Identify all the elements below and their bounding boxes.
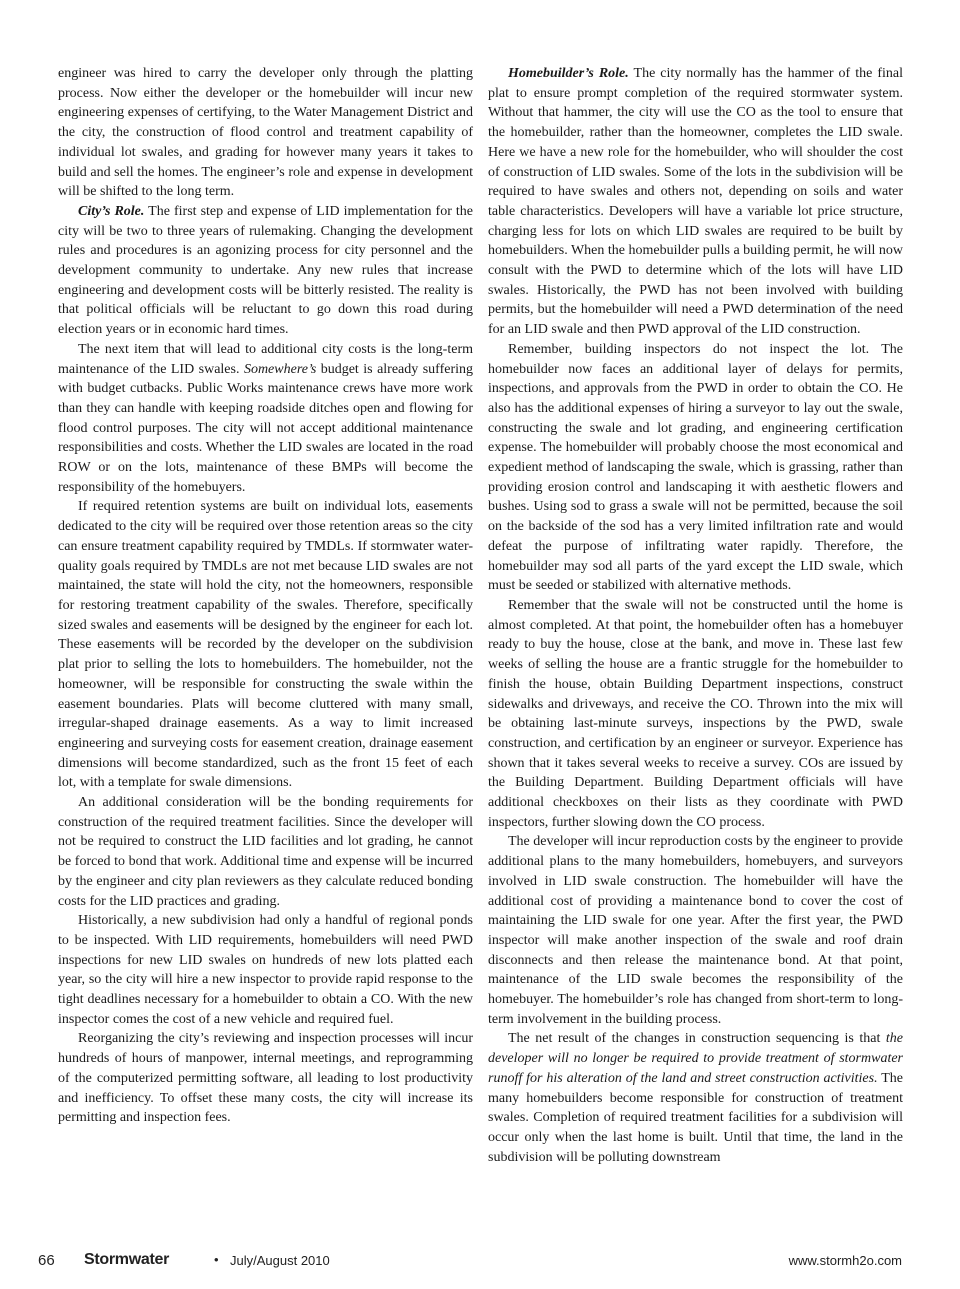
paragraph-text: The net result of the changes in construction sequencing is that: [508, 1031, 886, 1047]
paragraph: [488, 64, 903, 340]
paragraph-text: The first step and expense of LID implementation for the city will be two to three years of rulemaking. Changing the development rules and procedures is an agonizing process for city personnel and the development community to undertake. Any new rules that increase engineering and development costs will be bitterly resisted. The reality is that political officials will be reluctant to go down this road during election years or in economic hard times.: [58, 203, 474, 338]
paragraph: Remember, building inspectors do not inspect the lot. The homebuilder now faces an additional layer of delays for permits, inspections, and approvals from the PWD in order to obtain the CO. He also has the additional expenses of hiring a surveyor to lay out the swale, constructing the swale and lot grading, and engineering certification expense. The homebuilder will probably choose the most economical and expedient method of landscaping the swale, which is grassing, rather than providing erosion control and landscaping it with aesthetic flowers and bushes. Using sod to grass a swale will not be permitted, because the soil on the backside of the sod has a very limited infiltration rate and would defeat the purpose of infiltrating water rapidly. Therefore, the homebuilder may sod all parts of the yard except the LID swale, which must be seeded or stabilized with alternative methods.: [488, 341, 903, 594]
page-footer: [38, 1252, 902, 1272]
page-number: 66: [38, 1252, 55, 1269]
section-lead-homebuilders-role: Homebuilder’s Role.: [508, 66, 629, 81]
paragraph: Historically, a new subdivision had only a handful of regional ponds to be inspected. With LID requirements, homebuilders will need PWD inspections for new LID swales on hundreds of new lots platted each year, so the city will hire a new inspector to provide rapid response to the tight deadlines necessary for a homebuilder to obtain a CO. With the new inspector comes the cost of a new vehicle and required fuel.: [58, 913, 473, 1027]
left-column: [58, 64, 473, 1128]
italic-text: Somewhere’s: [243, 361, 317, 377]
paragraph-text: The next item that will lead to additional city costs is the long-term maintenance of the LID swales.: [58, 341, 473, 377]
paragraph: [58, 202, 473, 340]
paragraph-text: budget is already suffering with budget cutbacks. Public Works maintenance crews have more work than they can handle with keeping roadside ditches open and flowing for flood control purposes. The city will not accept additional maintenance responsibilities and costs. Whether the LID swales are located in the road ROW or on the lots, maintenance of these BMPs will become the responsibility of the homebuyers.: [58, 361, 474, 495]
paragraph: An additional consideration will be the bonding requirements for construction of the required treatment facilities. Since the developer will not be required to construct the LID facilities and lot grading, he cannot be forced to bond that work. Additional time and expense will be incurred by the engineer and city plan reviewers as they calculate reduced bonding costs for the LID practices and grading.: [58, 795, 473, 909]
paragraph-text: The many homebuilders become responsible for construction of treatment swales. Completion of required treatment facilities for a subdivision will occur only when the last home is built. Until that time, the land in the subdivision will be polluting downstream: [488, 1070, 904, 1165]
paragraph: Reorganizing the city’s reviewing and inspection processes will incur hundreds of hours of manpower, internal meetings, and reprogramming of the computerized permitting software, all leading to lost productivity and inefficiency. To offset these many costs, the city will increase its permitting and inspection fees.: [58, 1031, 473, 1126]
paragraph: engineer was hired to carry the developer only through the platting process. Now either the developer or the homebuilder will incur new engineering expenses of certifying, to the Water Management District and the city, the construction of flood control and treatment capability of individual lot swales, and grading for however many years it takes to build and sell the homes. The engineer’s role and expense in development will be shifted to the long term.: [58, 66, 473, 200]
issue-date: July/August 2010: [230, 1253, 330, 1268]
paragraph: Remember that the swale will not be constructed until the home is almost completed. At that point, the homebuilder often has a homebuyer ready to buy the house, close at the bank, and move in. These last few weeks of selling the house are a frantic struggle for the homebuilder to finish the house, obtain Building Department inspections, construct sidewalks and driveways, and receive the CO. Thrown into the mix will be obtaining last-minute surveys, inspections by the PWD, swale construction, and certification by an engineer or surveyor. Experience has shown that it takes several weeks to receive a survey. COs are issued by the Building Department. Building Department officials will have additional checkboxes on their lists as they coordinate with PWD inspectors, further slowing down the CO process.: [488, 597, 903, 830]
paragraph: [488, 1029, 903, 1167]
right-column: [488, 64, 903, 1167]
italic-text: the developer will no longer be required to provide treatment of stormwater runoff for his alteration of the land and street construction activities.: [488, 1031, 903, 1086]
section-lead-citys-role: City’s Role.: [78, 203, 145, 219]
paragraph: The developer will incur reproduction costs by the engineer to provide additional plans to the many homebuilders, homebuyers, and surveyors involved in LID swale construction. The homebuilder will have the additional cost of providing a maintenance bond to cover the cost of maintaining the LID swale for one year. After the first year, the PWD inspector will make another inspection of the swale and roof drain disconnects and then release the maintenance bond. At that point, maintenance of the LID swale becomes the responsibility of the homebuyer. The homebuilder’s role has changed from short-term to long-term involvement in the building process.: [488, 834, 903, 1027]
bullet-separator: •: [214, 1252, 219, 1267]
website-url: www.stormh2o.com: [788, 1253, 902, 1268]
paragraph: If required retention systems are built on individual lots, easements dedicated to the city will be required over those retention areas so the city can ensure treatment capability required by TMDLs. If stormwater water-quality goals required by TMDLs are not met because LID swales are not maintained, the state will hold the city, not the homeowners, responsible for restoring treatment capability of the swales. Therefore, specifically sized swales and easements will be designed by the engineer for each lot. These easements will be recorded by the developer on the subdivision plat prior to selling the lots to homebuilders. The homebuilder, not the homeowner, will be responsible for constructing the swale within the easement boundaries. Plats will become cluttered with many small, irregular-shaped drainage easements. As a way to limit increased engineering and surveying costs for easement creation, drainage easement dimensions will become standardized, such as the front 15 feet of each lot, with a template for swale dimensions.: [58, 499, 473, 791]
paragraph: [58, 340, 473, 498]
magazine-name: Stormwater: [84, 1251, 170, 1268]
paragraph-text: The city normally has the hammer of the final plat to ensure prompt completion of the required stormwater system. Without that hammer, the city will use the CO as the tool to ensure that the homebuilder, rather than the homeowner, completes the LID swale. Here we have a new role for the homebuilder, who will shoulder the cost of construction of LID swales. Some of the lots in the subdivision will be required to have swales and others not, depending on soils and water table characteristics. Developers will have a variable lot price structure, charging less for lots on which LID swales are required to be built by homebuilders. When the homebuilder pulls a building permit, he will now consult with the PWD to determine which of the lots will have LID swales. Historically, the PWD has not been involved with building permits, but the homebuilder will need a PWD determination of the need for an LID swale and then PWD approval of the LID construction.: [488, 66, 904, 338]
